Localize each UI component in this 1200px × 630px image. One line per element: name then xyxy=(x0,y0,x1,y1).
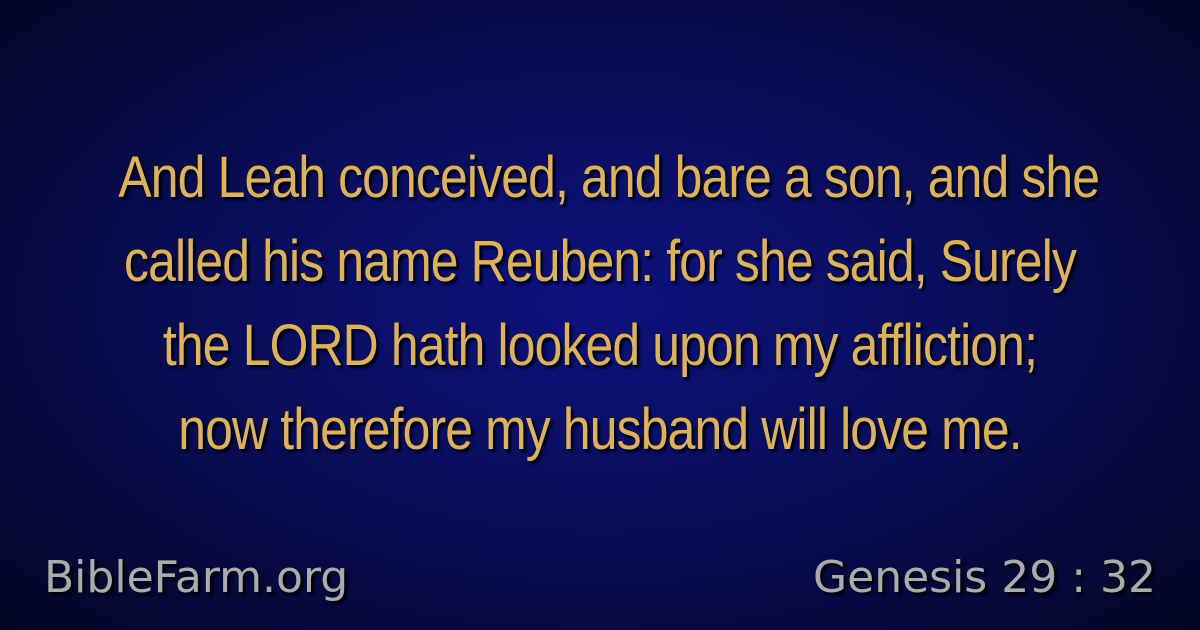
verse-reference: Genesis 29 : 32 xyxy=(813,552,1156,603)
site-brand: BibleFarm.org xyxy=(44,552,349,603)
verse-line: now therefore my husband will love me. xyxy=(178,397,1022,462)
verse-line: And Leah conceived, and bare a son, and she xyxy=(118,145,1100,210)
verse-line: the LORD hath looked upon my affliction; xyxy=(162,313,1038,378)
verse-line: called his name Reuben: for she said, Surely xyxy=(124,229,1076,294)
verse-text xyxy=(40,136,1160,472)
